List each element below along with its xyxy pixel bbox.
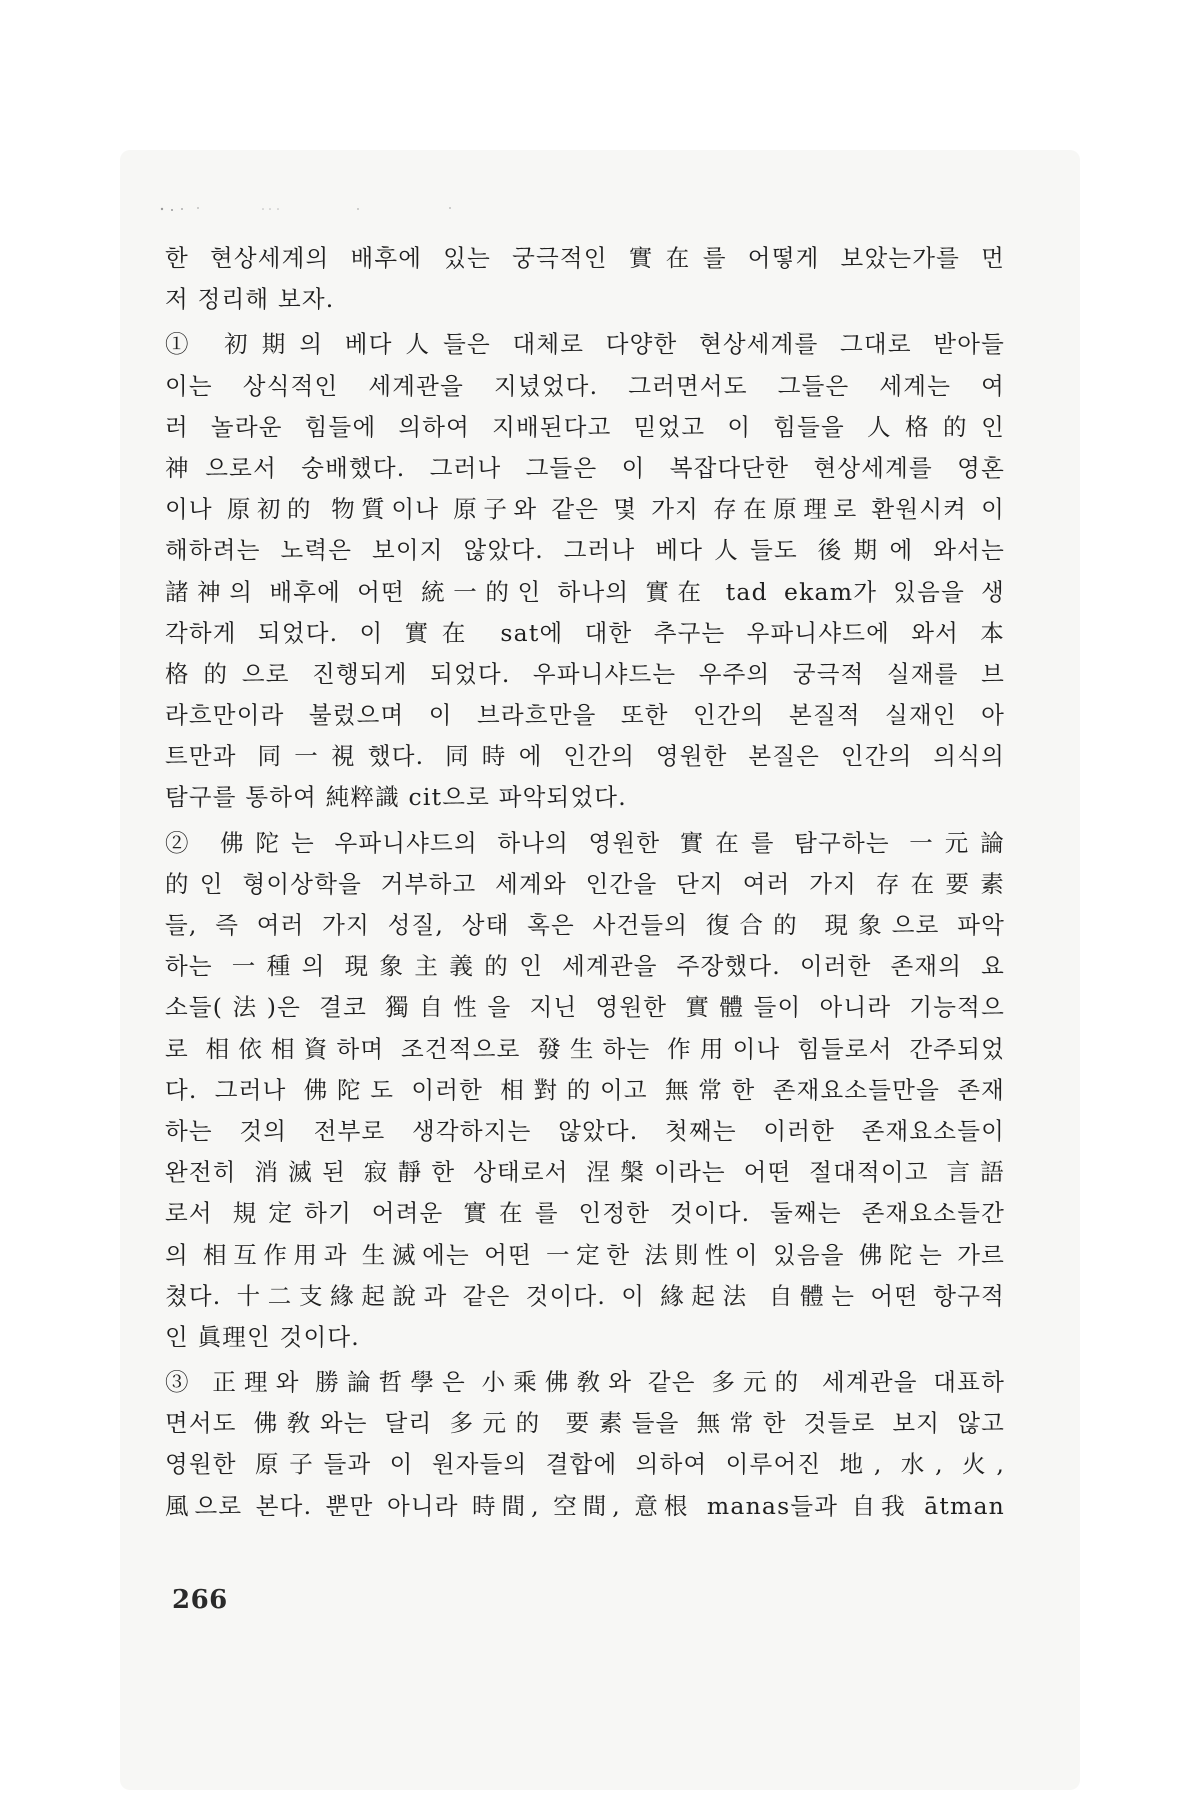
text-line: 한 현상세계의 배후에 있는 궁극적인 實在를 어떻게 보았는가를 먼 — [165, 244, 1005, 272]
text-line: 해하려는 노력은 보이지 않았다. 그러나 베다人들도 後期에 와서는 — [165, 536, 1005, 565]
paragraph — [165, 238, 1005, 320]
text-line: 하는 것의 전부로 생각하지는 않았다. 첫째는 이러한 존재요소들이 — [165, 1116, 1005, 1145]
text-line: 로서 規定하기 어려운 實在를 인정한 것이다. 둘째는 존재요소들간 — [165, 1199, 1005, 1228]
text-line: 저 정리해 보자. — [165, 285, 335, 314]
text-line: 들, 즉 여러 가지 성질, 상태 혹은 사건들의 復合的 現象으로 파악 — [165, 911, 1005, 939]
text-line: 神으로서 숭배했다. 그러나 그들은 이 복잡다단한 현상세계를 영혼 — [165, 453, 1005, 482]
text-line: 이나 原初的 物質이나 原子와 같은 몇 가지 存在原理로 환원시켜 이 — [165, 495, 1005, 524]
text-line: 각하게 되었다. 이 實在 sat에 대한 추구는 우파니샤드에 와서 本 — [165, 618, 1005, 647]
text-line: 쳤다. 十二支緣起說과 같은 것이다. 이 緣起法 自體는 어떤 항구적 — [165, 1281, 1005, 1310]
text-line: 諸神의 배후에 어떤 統一的인 하나의 實在 tad ekam가 있음을 생 — [165, 577, 1005, 606]
paragraph — [165, 1362, 1005, 1527]
text-line: 로 相依相資하며 조건적으로 發生하는 作用이나 힘들로서 간주되었 — [165, 1034, 1005, 1063]
paragraph — [165, 324, 1005, 818]
text-line: 탐구를 통하여 純粹識 cit으로 파악되었다. — [165, 783, 627, 812]
text-line: 완전히 消滅된 寂靜한 상태로서 涅槃이라는 어떤 절대적이고 言語 — [165, 1158, 1005, 1187]
text-line: 的인 형이상학을 거부하고 세계와 인간을 단지 여러 가지 存在要素 — [165, 869, 1005, 898]
scan-artifact-dots — [158, 206, 498, 212]
text-line: 風으로 본다. 뿐만 아니라 時間, 空間, 意根 manas들과 自我 ātman — [165, 1491, 1005, 1520]
text-line: 영원한 原子들과 이 원자들의 결합에 의하여 이루어진 地, 水, 火, — [165, 1450, 1005, 1479]
text-line: 하는 一種의 現象主義的인 세계관을 주장했다. 이러한 존재의 요 — [165, 952, 1005, 981]
paragraph — [165, 823, 1005, 1358]
text-line: 트만과 同一視했다. 同時에 인간의 영원한 본질은 인간의 의식의 — [165, 742, 1005, 771]
text-line: 格的으로 진행되게 되었다. 우파니샤드는 우주의 궁극적 실재를 브 — [165, 659, 1005, 688]
text-line: ③ 正理와 勝論哲學은 小乘佛敎와 같은 多元的 세계관을 대표하 — [165, 1368, 1005, 1397]
text-line: 인 眞理인 것이다. — [165, 1322, 360, 1351]
page-number: 266 — [172, 1585, 228, 1615]
text-line: 소들(法)은 결코 獨自性을 지닌 영원한 實體들이 아니라 기능적으 — [165, 993, 1005, 1022]
text-line: 의 相互作用과 生滅에는 어떤 一定한 法則性이 있음을 佛陀는 가르 — [165, 1240, 1005, 1269]
book-page-text — [165, 238, 1005, 1527]
text-line: ② 佛陀는 우파니샤드의 하나의 영원한 實在를 탐구하는 一元論 — [165, 828, 1005, 857]
text-line: 러 놀라운 힘들에 의하여 지배된다고 믿었고 이 힘들을 人格的인 — [165, 412, 1005, 441]
text-line: 라흐만이라 불렀으며 이 브라흐만을 또한 인간의 본질적 실재인 아 — [165, 701, 1005, 730]
text-line: 면서도 佛敎와는 달리 多元的 要素들을 無常한 것들로 보지 않고 — [165, 1409, 1005, 1438]
text-line: 다. 그러나 佛陀도 이러한 相對的이고 無常한 존재요소들만을 존재 — [165, 1075, 1005, 1104]
text-line: 이는 상식적인 세계관을 지녔었다. 그러면서도 그들은 세계는 여 — [165, 371, 1005, 400]
text-line: ① 初期의 베다人들은 대체로 다양한 현상세계를 그대로 받아들 — [165, 330, 1005, 359]
